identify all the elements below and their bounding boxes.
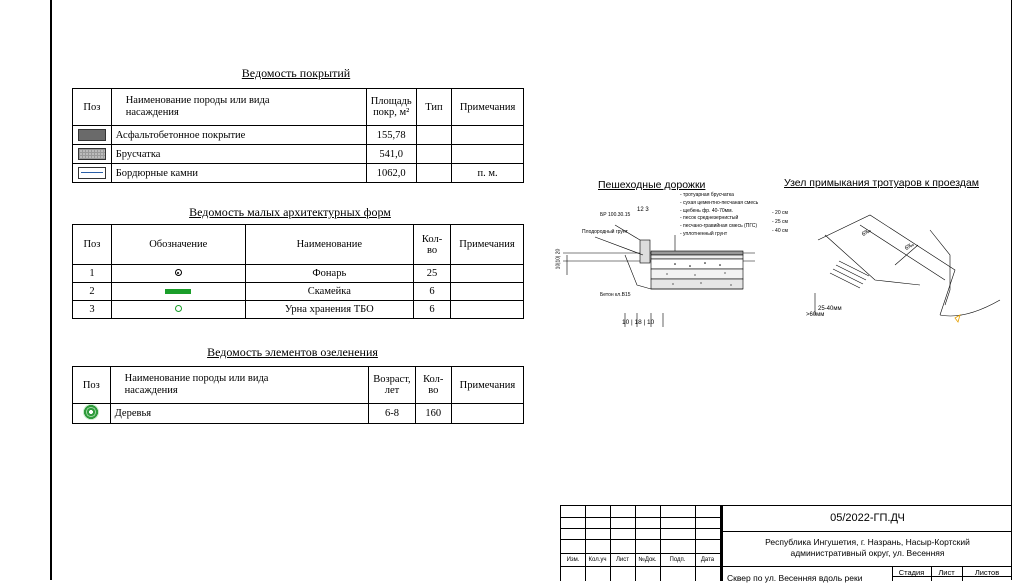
header-name: Наименование породы или вида насаждения	[111, 89, 366, 126]
col-label: Подп.	[669, 557, 686, 563]
maf-title: Ведомость малых архитектурных форм	[189, 205, 391, 219]
address	[723, 537, 1012, 559]
address-line2: административный округ, ул. Весенняя	[790, 548, 945, 558]
col-label: Кол.уч	[588, 557, 607, 563]
row-poz: 3	[73, 301, 112, 319]
header-poz: Поз	[73, 225, 112, 265]
sheets-label: Листов	[974, 568, 1000, 577]
row-notes	[451, 301, 524, 319]
header-notes: Примечания	[451, 225, 524, 265]
greenery-table	[72, 366, 524, 424]
row-notes	[451, 265, 524, 283]
paving-swatch-icon	[73, 145, 112, 164]
row-age: 6-8	[369, 404, 415, 424]
header-qty: Кол-во	[414, 225, 451, 265]
table-row	[73, 404, 524, 424]
row-name: Брусчатка	[111, 145, 366, 164]
greenery-title: Ведомость элементов озеленения	[207, 345, 378, 359]
junction-dim: 25-40мм	[818, 306, 842, 312]
layer-item: - щебень фр. 40-70мм.	[680, 207, 733, 214]
row-notes	[452, 126, 524, 145]
row-area: 155,78	[366, 126, 416, 145]
junction-drawing	[800, 195, 1010, 335]
row-name: Фонарь	[245, 265, 414, 283]
curb-swatch-icon	[73, 164, 112, 183]
frame-right-border	[1011, 0, 1012, 580]
slope-label: 6‰	[904, 242, 916, 252]
row-name: Скамейка	[245, 283, 414, 301]
col-label: Изм.	[566, 557, 580, 563]
table-row	[73, 145, 524, 164]
table-row	[73, 283, 524, 301]
row-qty: 25	[414, 265, 451, 283]
asphalt-swatch-icon	[73, 126, 112, 145]
header-symbol: Обозначение	[111, 225, 245, 265]
table-row	[73, 265, 524, 283]
coverings-table	[72, 88, 524, 183]
header-area: Площадь покр, м²	[366, 89, 416, 126]
frame-left-border	[50, 0, 52, 580]
urn-icon	[111, 301, 245, 319]
layer-item: - уплотненный грунт	[680, 230, 728, 237]
col-label: Дата	[700, 557, 715, 563]
header-notes: Примечания	[451, 367, 523, 404]
col-label: №Док.	[638, 557, 657, 563]
row-name: Асфальтобетонное покрытие	[111, 126, 366, 145]
row-poz: 2	[73, 283, 112, 301]
side-dims: 10|10| 20	[555, 248, 562, 270]
row-qty: 160	[415, 404, 451, 424]
row-notes: п. м.	[452, 164, 524, 183]
sheet-label: Лист	[938, 568, 955, 577]
row-type	[416, 126, 452, 145]
header-name: Наименование породы или вида насаждения	[110, 367, 369, 404]
col-label: Лист	[615, 557, 630, 563]
table-row	[73, 126, 524, 145]
header-poz: Поз	[73, 367, 111, 404]
header-poz: Поз	[73, 89, 112, 126]
layer-item: - сухая цементно-песчаная смесь	[680, 199, 759, 206]
header-age: Возраст, лет	[369, 367, 415, 404]
curb-label: БР 100.30.15	[600, 212, 631, 218]
concrete-label: Бетон кл.В15	[600, 292, 631, 298]
layer-list	[680, 192, 758, 239]
row-qty: 6	[414, 301, 451, 319]
layer-item: - песчано-гравийная смесь (ПГС)	[680, 223, 758, 230]
row-type	[416, 164, 452, 183]
row-area: 541,0	[366, 145, 416, 164]
layer-dim: - 40 см	[772, 228, 788, 234]
table-row	[73, 164, 524, 183]
header-name: Наименование	[245, 225, 414, 265]
row-notes	[451, 283, 524, 301]
header-notes: Примечания	[452, 89, 524, 126]
junction-dim2: >60мм	[806, 312, 825, 318]
address-line1: Республика Ингушетия, г. Назрань, Насыр-Кортский	[765, 537, 970, 547]
layer-item: - тротуарная брусчатка	[680, 192, 734, 198]
row-area: 1062,0	[366, 164, 416, 183]
slope-label: 6‰	[861, 228, 873, 238]
header-type: Тип	[416, 89, 452, 126]
tree-icon	[73, 404, 111, 424]
title-block	[560, 505, 1012, 581]
layer-dim: - 20 см	[772, 210, 788, 216]
bench-icon	[111, 283, 245, 301]
row-notes	[451, 404, 523, 424]
bottom-dims: 10 | 18 | 10	[622, 319, 655, 326]
row-notes	[452, 145, 524, 164]
soil-label: Плодородный грунт	[582, 229, 628, 235]
row-name: Урна хранения ТБО	[245, 301, 414, 319]
row-type	[416, 145, 452, 164]
maf-table	[72, 224, 524, 319]
table-row	[73, 301, 524, 319]
layer-dim: - 25 см	[772, 219, 788, 225]
lamp-icon	[111, 265, 245, 283]
header-qty: Кол-во	[415, 367, 451, 404]
project-name: Сквер по ул. Весенняя вдоль реки	[727, 573, 863, 583]
top-dims: 12 3	[637, 207, 649, 213]
paths-section-drawing	[555, 195, 795, 335]
stage-label: Стадия	[898, 568, 925, 577]
junction-drawing-title: Узел примыкания тротуаров к проездам	[784, 177, 979, 189]
layer-item: - песок среднезернистый	[680, 215, 739, 222]
row-qty: 6	[414, 283, 451, 301]
paths-drawing-title: Пешеходные дорожки	[598, 179, 706, 191]
doc-code: 05/2022-ГП.ДЧ	[830, 512, 905, 524]
coverings-title: Ведомость покрытий	[241, 66, 351, 80]
row-name: Деревья	[110, 404, 369, 424]
row-poz: 1	[73, 265, 112, 283]
row-name: Бордюрные камни	[111, 164, 366, 183]
